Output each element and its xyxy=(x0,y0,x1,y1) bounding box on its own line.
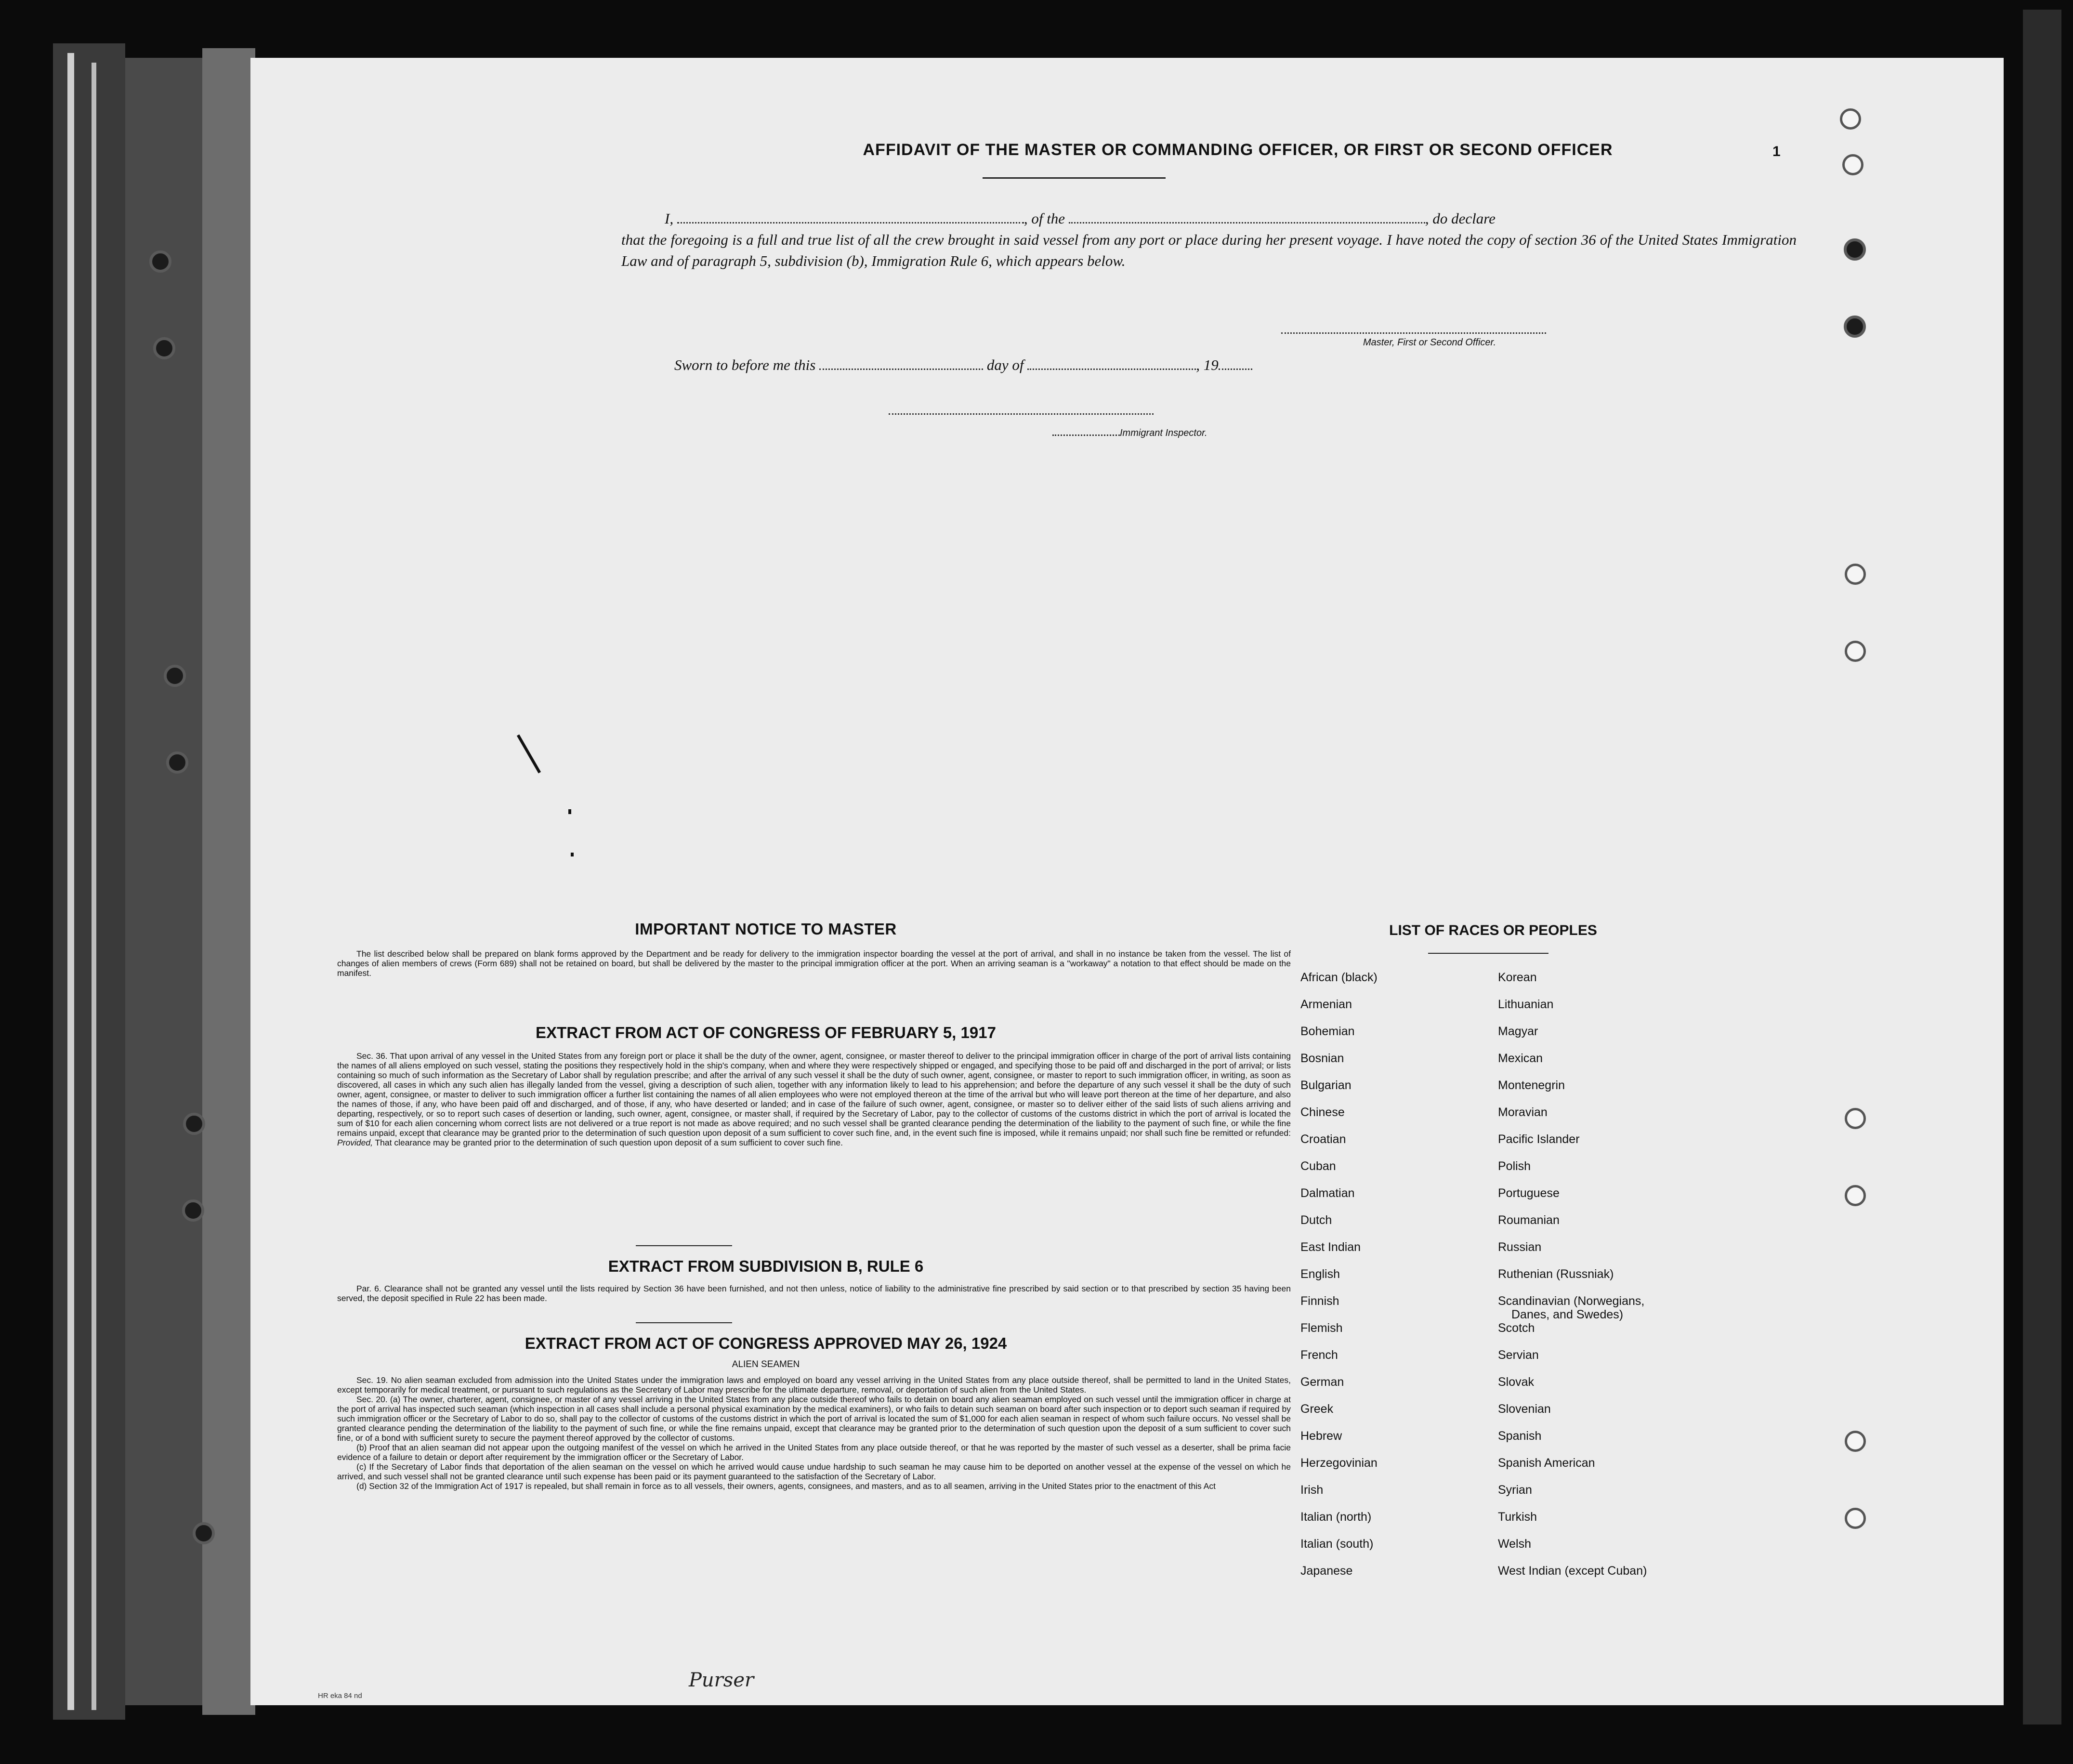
binder-strip xyxy=(125,58,207,1705)
race-item: African (black) xyxy=(1300,971,1378,984)
race-item: Flemish xyxy=(1300,1321,1343,1335)
inspector-caption: Immigrant Inspector. xyxy=(1120,428,1207,438)
form-number: HR eka 84 nd xyxy=(318,1692,362,1700)
sworn-year: , 19 xyxy=(1196,356,1219,373)
binder-hole xyxy=(164,665,186,687)
decl-of-the: , of the xyxy=(1023,210,1065,227)
race-item: Bohemian xyxy=(1300,1025,1355,1038)
punch-hole xyxy=(1844,238,1866,261)
decl-do-declare: , do declare xyxy=(1425,210,1496,227)
divider xyxy=(636,1322,732,1323)
race-item: Dalmatian xyxy=(1300,1186,1355,1200)
extract-1917-body xyxy=(337,1051,1291,1147)
name-field[interactable] xyxy=(677,222,1024,224)
binder-hole xyxy=(182,1199,204,1222)
ink-mark xyxy=(571,853,574,856)
punch-hole xyxy=(1845,1431,1866,1452)
race-item: Magyar xyxy=(1498,1025,1538,1038)
extract-1924-paragraph: Sec. 19. No alien seaman excluded from admission into the United States under the immigration laws and employed on board any vessel arriving in the United States from any place outside thereof, shall be permitted to land in the United States, except temporarily for medical treatment, or pursuant to such regulations as the Secretary of Labor may prescribe for the ultimate departure, removal, or deportation of such alien from the United States. xyxy=(337,1375,1291,1395)
race-item: Lithuanian xyxy=(1498,998,1554,1011)
race-item: Slovak xyxy=(1498,1375,1535,1389)
sworn-day-of: day of xyxy=(986,356,1024,373)
extract-1924-paragraph: (c) If the Secretary of Labor finds that deportation of the alien seaman on the vessel on which he arrived would cause undue hardship to such seaman he may cause him to be deported on another vessel at the expense of the vessel on which he arrived, and such vessel shall not be granted clearance until such expense has been paid or its payment guaranteed to the satisfaction of the Secretary of Labor. xyxy=(337,1462,1291,1481)
declaration xyxy=(621,208,1797,272)
page-edge xyxy=(92,63,96,1710)
signature-caption: Master, First or Second Officer. xyxy=(1363,337,1496,348)
punch-hole xyxy=(1845,1185,1866,1206)
race-item: Cuban xyxy=(1300,1159,1336,1173)
race-item: Roumanian xyxy=(1498,1213,1560,1227)
day-field[interactable] xyxy=(819,369,983,370)
binder-hole xyxy=(166,751,188,774)
inspector-caption-line xyxy=(1052,428,1207,439)
race-item: Croatian xyxy=(1300,1132,1346,1146)
punch-hole xyxy=(1844,316,1866,338)
race-item: Turkish xyxy=(1498,1510,1537,1524)
page-edge xyxy=(67,53,74,1710)
inspector-signature-line[interactable] xyxy=(889,413,1154,415)
extract-rule6-title: EXTRACT FROM SUBDIVISION B, RULE 6 xyxy=(608,1257,924,1275)
proviso-word: Provided, xyxy=(337,1138,373,1147)
race-item: Hebrew xyxy=(1300,1429,1342,1443)
race-item: Greek xyxy=(1300,1402,1334,1416)
affidavit-title: AFFIDAVIT OF THE MASTER OR COMMANDING OFFICER, OR FIRST OR SECOND OFFICER xyxy=(863,141,1613,159)
binder-hole xyxy=(193,1522,215,1544)
race-item: Moravian xyxy=(1498,1106,1548,1119)
extract-1924-paragraph: (b) Proof that an alien seaman did not appear upon the outgoing manifest of the vessel on which he arrived in the United States from any place outside thereof, or that he was reported by the master of such vessel as a deserter, shall be prima facie evidence of a failure to detain or deport after requirement by the immigration officer or the Secretary of Labor. xyxy=(337,1443,1291,1462)
extract-rule6-body xyxy=(337,1284,1291,1303)
race-item: Finnish xyxy=(1300,1294,1339,1308)
race-item: French xyxy=(1300,1348,1338,1362)
punch-hole xyxy=(1845,1508,1866,1529)
binder-hole xyxy=(183,1113,205,1135)
race-item: Slovenian xyxy=(1498,1402,1551,1416)
month-field[interactable] xyxy=(1027,369,1196,370)
race-item: Welsh xyxy=(1498,1537,1532,1551)
race-item: Scotch xyxy=(1498,1321,1535,1335)
race-item: Russian xyxy=(1498,1240,1542,1254)
handwritten-annotation: Purser xyxy=(689,1669,754,1691)
races-title: LIST OF RACES OR PEOPLES xyxy=(1389,922,1597,938)
divider xyxy=(1428,953,1548,954)
race-item: West Indian (except Cuban) xyxy=(1498,1564,1647,1578)
race-item: German xyxy=(1300,1375,1344,1389)
sworn-prefix: Sworn to before me this xyxy=(674,356,816,373)
decl-body: that the foregoing is a full and true list of all the crew brought in said vessel from any port or place during her present voyage. I have noted the copy of section 36 of the United States Immigration Law and of paragraph 5, subdivision (b), Immigration Rule 6, which appears below. xyxy=(621,231,1797,269)
race-item: Spanish xyxy=(1498,1429,1542,1443)
race-item: Montenegrin xyxy=(1498,1079,1565,1092)
races-right-column xyxy=(1498,971,1647,1591)
race-item: Irish xyxy=(1300,1483,1324,1497)
sworn-line xyxy=(674,356,1252,374)
signature-line[interactable] xyxy=(1281,332,1546,334)
race-item: Ruthenian (Russniak) xyxy=(1498,1267,1614,1281)
document-page xyxy=(250,58,2004,1705)
race-item: Bosnian xyxy=(1300,1052,1344,1065)
race-item: Spanish American xyxy=(1498,1456,1595,1470)
extract-1917-title: EXTRACT FROM ACT OF CONGRESS OF FEBRUARY 5, 1917 xyxy=(536,1024,996,1041)
race-item: Japanese xyxy=(1300,1564,1353,1578)
race-item: English xyxy=(1300,1267,1340,1281)
race-item: Armenian xyxy=(1300,998,1352,1011)
extract-1917-paragraph xyxy=(337,1051,1291,1147)
punch-hole xyxy=(1840,108,1861,130)
page-number: 1 xyxy=(1772,144,1781,159)
ink-mark xyxy=(568,809,571,814)
divider xyxy=(983,177,1166,179)
binder-strip xyxy=(2023,10,2061,1725)
punch-hole xyxy=(1845,564,1866,585)
race-item: Danes, and Swedes) xyxy=(1511,1308,1624,1321)
race-item: Italian (south) xyxy=(1300,1537,1374,1551)
divider xyxy=(636,1245,732,1246)
race-item: Mexican xyxy=(1498,1052,1543,1065)
proviso-text: That clearance may be granted prior to the determination of such question upon deposit of a sum sufficient to cover such fine. xyxy=(375,1138,843,1147)
ink-mark xyxy=(517,735,541,774)
race-item: Chinese xyxy=(1300,1106,1345,1119)
punch-hole xyxy=(1845,1108,1866,1129)
notice-title: IMPORTANT NOTICE TO MASTER xyxy=(635,920,897,938)
binder-hole xyxy=(149,250,171,273)
punch-hole xyxy=(1842,154,1863,175)
race-item: Servian xyxy=(1498,1348,1539,1362)
race-item: East Indian xyxy=(1300,1240,1361,1254)
extract-1924-paragraph: Sec. 20. (a) The owner, charterer, agent, consignee, or master of any vessel arriving in the United States from any place outside thereof who fails to detain on board any alien seaman employed on such vessel until the immigration officer in charge at the port of arrival has inspected such seaman (which inspection in all cases shall include a personal physical examination by the medical examiners), or who fails to detain such seaman on board after such inspection or to deport such seaman if required by such immigration officer or the Secretary of Labor to do so, shall pay to the collector of customs of the customs district in which the port of arrival is located the sum of $1,000 for each alien seaman in respect of whom such failure occurs. No vessel shall be granted clearance pending the determination of the liability to the payment of such fine, or while the fine remains unpaid, except that clearance may be granted prior to the determination of such question upon the deposit of a sum sufficient to cover such fine, or of a bond with sufficient surety to secure the payment thereof approved by the collector of customs. xyxy=(337,1395,1291,1443)
extract-1924-title: EXTRACT FROM ACT OF CONGRESS APPROVED MAY 26, 1924 xyxy=(525,1334,1007,1352)
extract-1924-body xyxy=(337,1375,1291,1491)
races-left-column xyxy=(1300,971,1378,1591)
race-item: Korean xyxy=(1498,971,1537,984)
extract-1924-subtitle: ALIEN SEAMEN xyxy=(732,1359,800,1369)
race-item: Italian (north) xyxy=(1300,1510,1372,1524)
binder-strip xyxy=(53,43,125,1720)
binder-hole xyxy=(153,337,175,359)
year-field[interactable] xyxy=(1219,369,1252,370)
race-item: Pacific Islander xyxy=(1498,1132,1580,1146)
notice-body xyxy=(337,949,1291,978)
extract-rule6-paragraph: Par. 6. Clearance shall not be granted any vessel until the lists required by Section 36 have been furnished, and not then unless, notice of liability to the administrative fine prescribed by said section or to that prescribed by section 35 having been served, the deposit specified in Rule 22 has been made. xyxy=(337,1284,1291,1303)
race-item: Bulgarian xyxy=(1300,1079,1351,1092)
punch-hole xyxy=(1845,641,1866,662)
race-item: Herzegovinian xyxy=(1300,1456,1378,1470)
race-item: Syrian xyxy=(1498,1483,1532,1497)
race-item: Scandinavian (Norwegians, xyxy=(1498,1294,1645,1308)
binder-strip xyxy=(202,48,255,1715)
race-item: Polish xyxy=(1498,1159,1531,1173)
notice-paragraph: The list described below shall be prepared on blank forms approved by the Department and be ready for delivery to the immigration inspector boarding the vessel at the port of arrival, and shall in no instance be taken from the vessel. The list of changes of alien members of crews (Form 689) shall not be retained on board, but shall be delivered by the master to the principal immigration officer at the port. When an arriving seaman is a "workaway" a notation to that effect should be made on the manifest. xyxy=(337,949,1291,978)
race-item: Portuguese xyxy=(1498,1186,1560,1200)
vessel-field[interactable] xyxy=(1069,222,1425,224)
race-item: Dutch xyxy=(1300,1213,1332,1227)
decl-i: I, xyxy=(665,210,674,227)
extract-1924-paragraph: (d) Section 32 of the Immigration Act of 1917 is repealed, but shall remain in force as to all vessels, their owners, agents, consignees, and masters, and as to all seamen, arriving in the United States prior to the enactment of this Act xyxy=(356,1481,1216,1491)
extract-1917-text: Sec. 36. That upon arrival of any vessel in the United States from any foreign port or place it shall be the duty of the owner, agent, consignee, or master thereof to deliver to the principal immigration officer in charge of the port of arrival lists containing the names of all aliens employed on such vessel, stating the positions they respectively hold in the ship's company, when and where they were respectively shipped or engaged, and specifying those to be paid off and discharged in the port of arrival; or lists containing so much of such information as the Secretary of Labor shall by regulation prescribe; and after the arrival of any such vessel it shall be the duty of such owner, agent, consignee, or master to report to such immigration officer, in writing, as soon as discovered, all cases in which any such alien has illegally landed from the vessel, giving a description of such alien, together with any information likely to lead to his apprehension; and before the departure of any such vessel it shall be the duty of such owner, agent, consignee, or master to deliver to such immigration officer a further list containing the names of all alien employees who were not employed thereon at the time of the arrival but who will leave port thereon at the time of her departure, and also the names of those, if any, who have been paid off and discharged, and of those, if any, who have deserted or landed; and in case of the failure of such owner, agent, consignee, or master so to deliver either of the said lists of such aliens arriving and departing, respectively, or so to report such cases of desertion or landing, such owner, agent, consignee, or master shall, if required by the Secretary of Labor, pay to the collector of customs of the customs district in which the port of arrival is located the sum of $10 for each alien concerning whom correct lists are not delivered or a true report is not made as above required; and no such vessel shall be granted clearance pending the determination of the liability to the payment of such fine, or while the fine remains unpaid, except that clearance may be granted prior to the determination of such question upon deposit of a sum sufficient to cover such fine, and, in the event such fine is imposed, while it remains unpaid; nor shall such fine be remitted or refunded: xyxy=(337,1051,1291,1138)
inspector-field[interactable] xyxy=(1052,434,1120,436)
